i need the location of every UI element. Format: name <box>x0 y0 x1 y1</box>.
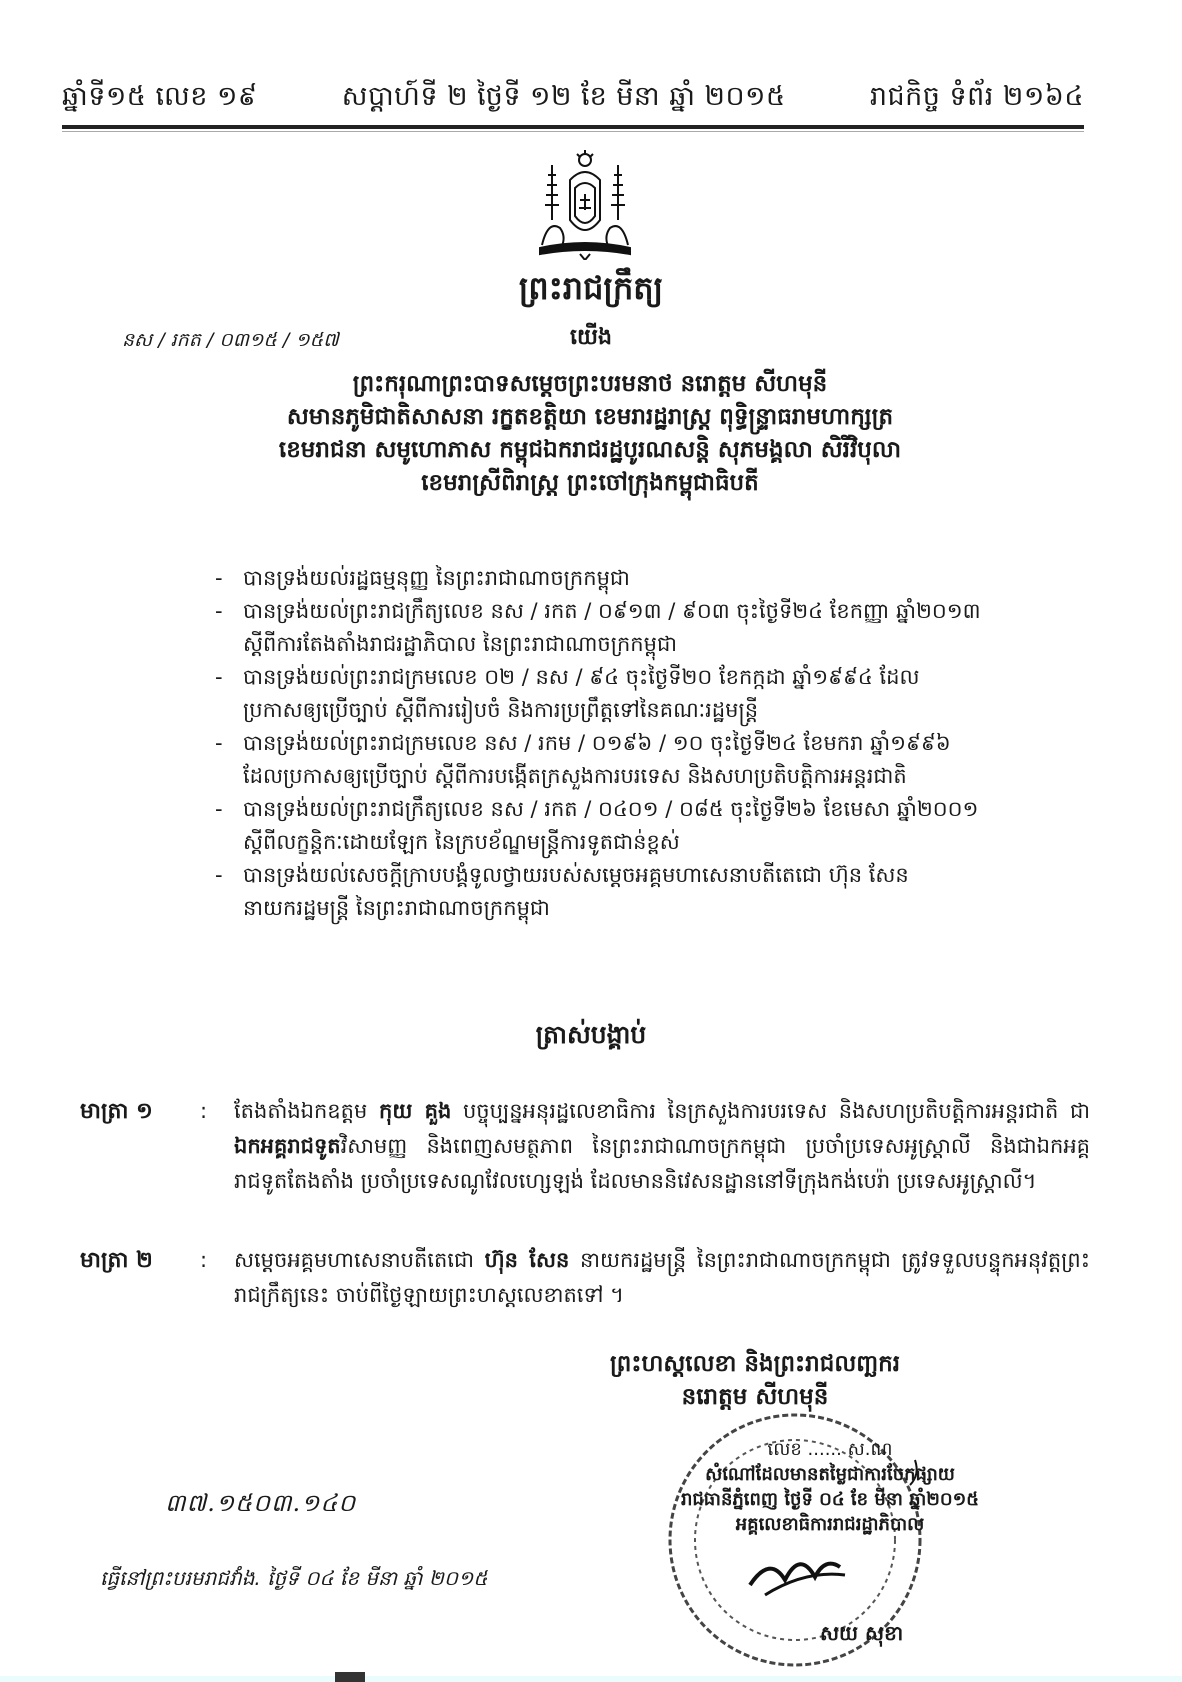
gazette-header <box>62 80 1084 119</box>
consideration-line: នាយករដ្ឋមន្ត្រី នៃព្រះរាជាណាចក្រកម្ពុជា <box>243 896 550 920</box>
article-2 <box>80 1243 1090 1313</box>
article-text: នាយករដ្ឋមន្ត្រី នៃព្រះរាជាណាចក្រកម្ពុជា ត្រូវទទួលបន្ទុកអនុវត្តព្រះរាជក្រឹត្យនេះ ចាប់ពីថ្ងៃឡាយព្រះហស្តលេខាតទៅ ។ <box>234 1248 1090 1307</box>
seal-office: អគ្គលេខាធិការរាជរដ្ឋាភិបាល <box>735 1514 925 1535</box>
handwritten-registration-number: ៣៧.១៥០៣.១៤០ <box>165 1489 357 1517</box>
article-1 <box>80 1094 1090 1199</box>
king-name: នរោត្តម សីហមុនី <box>681 1384 829 1410</box>
king-title-line: ខេមរាជនា សមូហោភាស កម្ពុជឯករាជរដ្ឋបូរណសន្តិ សុភមង្គលា សិរីវិបុលា <box>278 437 902 463</box>
article-text: បច្ចុប្បន្នអនុរដ្ឋលេខាធិការ នៃក្រសួងការបរទេស និងសហប្រតិបត្តិការអន្តរជាតិ ជា <box>451 1099 1090 1123</box>
consideration-item <box>215 562 1075 595</box>
article-colon: : <box>200 1099 208 1123</box>
king-title-line: សមានភូមិជាតិសាសនា រក្ខតខត្តិយា ខេមរារដ្ឋរាស្ត្រ ពុទ្ធិន្ទ្រាធរាមហាក្សត្រ <box>286 404 894 430</box>
article-colon: : <box>200 1248 208 1272</box>
consideration-line: ដែលប្រកាសឲ្យប្រើច្បាប់ ស្តីពីការបង្កើតក្រសួងការបរទេស និងសហប្រតិបត្តិការអន្តរជាតិ <box>243 764 907 788</box>
considerations-list <box>215 562 1075 925</box>
header-year-issue: ឆ្នាំទី១៥ លេខ ១៩ <box>62 81 258 112</box>
decides-heading: ត្រាស់បង្គាប់ <box>535 1020 647 1049</box>
article-body <box>234 1094 1090 1199</box>
seal-certified-copy: សំណៅដែលមានតម្លៃជាការចែកផ្សាយ <box>705 1464 955 1485</box>
consideration-line: ប្រកាសឲ្យប្រើច្បាប់ ស្តីពីការរៀបចំ និងការប្រព្រឹត្តទៅនៃគណៈរដ្ឋមន្ត្រី <box>243 698 759 722</box>
king-title-line: ខេមរាស្រីពិរាស្ត្រ ព្រះចៅក្រុងកម្ពុជាធិបតី <box>421 470 759 496</box>
article-text: វិសាមញ្ញ និងពេញសមត្ថភាព នៃព្រះរាជាណាចក្រកម្ពុជា ប្រចាំប្រទេសអូស្ត្រាលី និងជាឯកអគ្គរាជទូតតែងតាំង ប្រចាំប្រទេសណូវែលហ្សេឡង់ ដែលមាននិវេសនដ្ឋាននៅទីក្រុងកង់បេរ៉ា ប្រទេសអូស្ត្រាលី។ <box>234 1134 1090 1193</box>
appointee-name: កុយ គួង <box>378 1099 452 1123</box>
king-title-line: ព្រះករុណាព្រះបាទសម្តេចព្រះបរមនាថ នរោត្តម សីហមុនី <box>352 371 828 397</box>
dash-bullet: - <box>215 731 223 755</box>
consideration-line: ស្តីពីការតែងតាំងរាជរដ្ឋាភិបាល នៃព្រះរាជាណាចក្រកម្ពុជា <box>243 632 677 656</box>
article-label: មាត្រា ១ <box>80 1099 153 1124</box>
dash-bullet: - <box>215 665 223 689</box>
consideration-line: ស្តីពីលក្ខន្តិកៈដោយឡែក នៃក្របខ័ណ្ឌមន្ត្រីការទូតជាន់ខ្ពស់ <box>243 830 680 854</box>
article-text: តែងតាំងឯកឧត្តម <box>234 1099 379 1123</box>
consideration-line: បានទ្រង់យល់ព្រះរាជក្រមលេខ ០២ / នស / ៩៤ ចុះថ្ងៃទី២០ ខែកក្កដា ឆ្នាំ១៩៩៤ ដែល <box>243 665 920 689</box>
done-at-place-date: ធ្វើនៅព្រះបរមរាជវាំង. ថ្ងៃទី ០៤ ខែ មីនា ឆ្នាំ ២០១៥ <box>100 1566 488 1590</box>
article-body <box>234 1243 1090 1313</box>
consideration-item <box>215 793 1075 859</box>
scan-mark <box>335 1672 365 1682</box>
consideration-line: បានទ្រង់យល់ព្រះរាជក្រឹត្យលេខ នស / រកត / ០៤០១ / ០៨៥ ចុះថ្ងៃទី២៦ ខែមេសា ឆ្នាំ២០០១ <box>243 797 979 821</box>
article-text: សម្តេចអគ្គមហាសេនាបតីតេជោ <box>234 1248 485 1272</box>
header-divider <box>62 125 1084 129</box>
appointed-title: ឯកអគ្គរាជទូត <box>234 1134 341 1158</box>
consideration-item <box>215 727 1075 793</box>
seal-date: រាជធានីភ្នំពេញ ថ្ងៃទី ០៤ ខែ មីនា ឆ្នាំ២០១៥ <box>680 1489 980 1510</box>
scan-edge <box>0 1676 1182 1682</box>
header-gazette-page: រាជកិច្ច ទំព័រ ២១៦៤ <box>869 81 1084 112</box>
seal-number: លេខ ...... ស.ណ <box>767 1439 893 1460</box>
signature-caption: ព្រះហស្តលេខា និងព្រះរាជលញ្ឆករ <box>609 1351 901 1377</box>
seal-certification <box>600 1437 1060 1537</box>
consideration-line: បានទ្រង់យល់សេចក្តីក្រាបបង្គំទូលថ្វាយរបស់សម្តេចអគ្គមហាសេនាបតីតេជោ ហ៊ុន សែន <box>243 863 909 887</box>
consideration-item <box>215 859 1075 925</box>
king-titles <box>150 368 1030 500</box>
header-divider-thin <box>62 131 1084 132</box>
dash-bullet: - <box>215 797 223 821</box>
consideration-line: បានទ្រង់យល់ព្រះរាជក្រមលេខ នស / រកម / ០១៩៦ / ១០ ចុះថ្ងៃទី២៤ ខែមករា ឆ្នាំ១៩៩៦ <box>243 731 951 755</box>
header-week-date: សប្តាហ៍ទី ២ ថ្ងៃទី ១២ ខែ មីនា ឆ្នាំ ២០១៥ <box>341 81 786 112</box>
consideration-line: បានទ្រង់យល់ព្រះរាជក្រឹត្យលេខ នស / រកត / ០៩១៣ / ៩០៣ ចុះថ្ងៃទី២៤ ខែកញ្ញា ឆ្នាំ២០១៣ <box>243 599 981 623</box>
decree-we: យើង <box>570 325 612 350</box>
prime-minister-name: ហ៊ុន សែន <box>484 1248 570 1272</box>
article-label: មាត្រា ២ <box>80 1248 153 1273</box>
dash-bullet: - <box>215 863 223 887</box>
dash-bullet: - <box>215 599 223 623</box>
seal-signer-name: សយ សុខា <box>820 1621 904 1645</box>
royal-coat-of-arms-icon <box>530 150 640 260</box>
reference-number: នស / រកត / ០៣១៥ / ១៥៧ <box>122 329 339 351</box>
consideration-item <box>215 595 1075 661</box>
consideration-item <box>215 661 1075 727</box>
decree-title: ព្រះរាជក្រឹត្យ <box>518 269 664 307</box>
dash-bullet: - <box>215 566 223 590</box>
consideration-line: បានទ្រង់យល់រដ្ឋធម្មនុញ្ញ នៃព្រះរាជាណាចក្រកម្ពុជា <box>243 566 630 590</box>
